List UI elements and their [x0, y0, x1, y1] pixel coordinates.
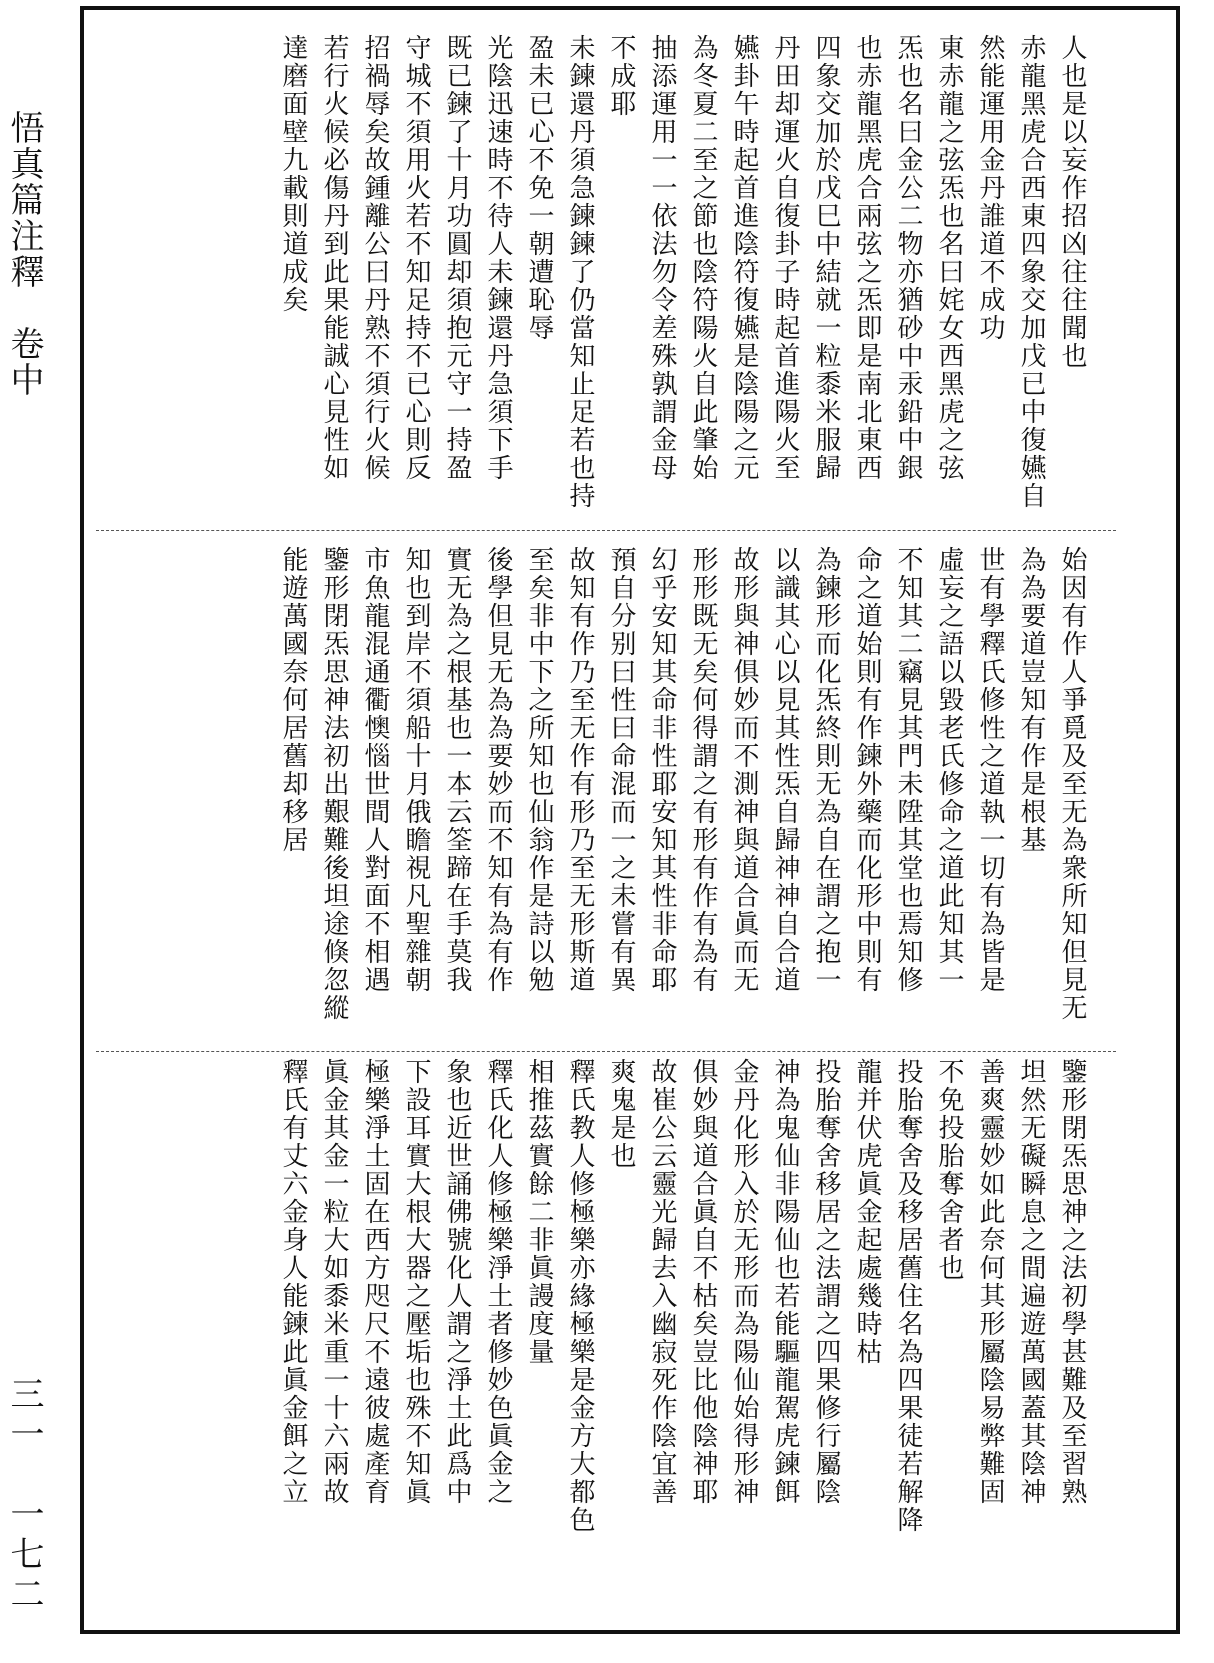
text-line: 丹田却運火自復卦子時起首進陽火至	[770, 34, 800, 482]
text-line: 達磨面壁九載則道成矣	[278, 34, 308, 314]
text-line: 招禍辱矣故鍾離公曰丹熟不須行火候	[360, 34, 390, 482]
text-line: 為為要道豈知有作是根基	[1016, 546, 1046, 854]
text-line: 形形既无矣何得謂之有形有作有為有	[688, 546, 718, 994]
text-line: 既已鍊了十月功圓却須抱元守一持盈	[442, 34, 472, 482]
text-line: 後學但見无為為要妙而不知有為有作	[483, 546, 513, 994]
text-line: 預自分别曰性曰命混而一之未嘗有異	[606, 546, 636, 994]
text-line: 炁也名曰金公二物亦猶砂中汞鉛中銀	[893, 34, 923, 482]
text-line: 釋氏有丈六金身人能鍊此眞金餌之立	[278, 1058, 308, 1506]
text-line: 故知有作乃至无作有形乃至无形斯道	[565, 546, 595, 994]
text-line: 人也是以妄作招凶往往聞也	[1057, 34, 1087, 370]
text-line: 相推茲實餘二非眞謾度量	[524, 1058, 554, 1366]
text-line: 赤龍黑虎合西東四象交加戊已中復嬿自	[1016, 34, 1046, 510]
page-number: 三一 一七二	[4, 1376, 44, 1616]
text-line: 神為鬼仙非陽仙也若能驅龍駕虎鍊餌	[770, 1058, 800, 1506]
text-line: 象也近世誦佛號化人謂之淨土此爲中	[442, 1058, 472, 1506]
text-line: 抽添運用一一依法勿令差殊孰謂金母	[647, 34, 677, 482]
text-line: 下設耳實大根大器之壓垢也殊不知眞	[401, 1058, 431, 1506]
text-line: 俱妙與道合眞自不枯矣豈比他陰神耶	[688, 1058, 718, 1506]
text-line: 不知其二竊見其門未陞其堂也焉知修	[893, 546, 923, 994]
text-line: 至矣非中下之所知也仙翁作是詩以勉	[524, 546, 554, 994]
text-line: 鑒形閉炁思神法初出艱難後坦途倏忽縱	[319, 546, 349, 1022]
text-line: 不免投胎奪舍者也	[934, 1058, 964, 1282]
text-line: 為冬夏二至之節也陰符陽火自此肇始	[688, 34, 718, 482]
section-divider	[96, 1051, 1116, 1052]
text-line: 故形與神俱妙而不測神與道合眞而无	[729, 546, 759, 994]
text-line: 知也到岸不須船十月俄瞻視凡聖雜朝	[401, 546, 431, 994]
section-divider	[96, 530, 1116, 531]
text-line: 爽鬼是也	[606, 1058, 636, 1170]
text-line: 世有學釋氏修性之道執一切有為皆是	[975, 546, 1005, 994]
text-line: 投胎奪舍及移居舊住名為四果徒若解降	[893, 1058, 923, 1534]
text-block-top	[92, 34, 1092, 534]
text-line: 若行火候必傷丹到此果能誠心見性如	[319, 34, 349, 482]
text-line: 市魚龍混通衢懊惱世間人對面不相遇	[360, 546, 390, 994]
text-line: 虛妄之語以毀老氏修命之道此知其一	[934, 546, 964, 994]
text-line: 釋氏化人修極樂淨土者修妙色眞金之	[483, 1058, 513, 1506]
text-block-middle	[92, 546, 1092, 1046]
text-line: 以識其心以見其性炁自歸神神自合道	[770, 546, 800, 994]
text-line: 極樂淨土固在西方咫尺不遠彼處產育	[360, 1058, 390, 1506]
text-line: 然能運用金丹誰道不成功	[975, 34, 1005, 342]
text-block-bottom	[92, 1058, 1092, 1568]
text-line: 故崔公云靈光歸去入幽寂死作陰宜善	[647, 1058, 677, 1506]
text-line: 嬿卦午時起首進陰符復嬿是陰陽之元	[729, 34, 759, 482]
text-line: 始因有作人爭覓及至无為衆所知但見无	[1057, 546, 1087, 1022]
text-line: 坦然无礙瞬息之間遍遊萬國蓋其陰神	[1016, 1058, 1046, 1506]
book-title: 悟真篇注釋 卷中	[4, 110, 44, 398]
text-line: 鑒形閉炁思神之法初學甚難及至習熟	[1057, 1058, 1087, 1506]
text-line: 釋氏教人修極樂亦緣極樂是金方大都色	[565, 1058, 595, 1534]
text-line: 幻乎安知其命非性耶安知其性非命耶	[647, 546, 677, 994]
text-line: 盈未已心不免一朝遭恥辱	[524, 34, 554, 342]
text-line: 善爽靈妙如此奈何其形屬陰易弊難固	[975, 1058, 1005, 1506]
text-line: 龍并伏虎眞金起處幾時枯	[852, 1058, 882, 1366]
text-line: 守城不須用火若不知足持不已心則反	[401, 34, 431, 482]
text-line: 為鍊形而化炁終則无為自在謂之抱一	[811, 546, 841, 994]
text-line: 也赤龍黑虎合兩弦之炁即是南北東西	[852, 34, 882, 482]
text-line: 能遊萬國奈何居舊却移居	[278, 546, 308, 854]
text-line: 命之道始則有作鍊外藥而化形中則有	[852, 546, 882, 994]
text-line: 不成耶	[606, 34, 636, 118]
text-line: 未鍊還丹須急鍊鍊了仍當知止足若也持	[565, 34, 595, 510]
text-line: 投胎奪舍移居之法謂之四果修行屬陰	[811, 1058, 841, 1506]
text-line: 四象交加於戊巳中結就一粒黍米服歸	[811, 34, 841, 482]
text-line: 眞金其金一粒大如黍米重一十六兩故	[319, 1058, 349, 1506]
text-line: 光陰迅速時不待人未鍊還丹急須下手	[483, 34, 513, 482]
text-line: 實无為之根基也一本云筌蹄在手莫我	[442, 546, 472, 994]
text-line: 東赤龍之弦炁也名曰姹女西黑虎之弦	[934, 34, 964, 482]
text-line: 金丹化形入於无形而為陽仙始得形神	[729, 1058, 759, 1506]
